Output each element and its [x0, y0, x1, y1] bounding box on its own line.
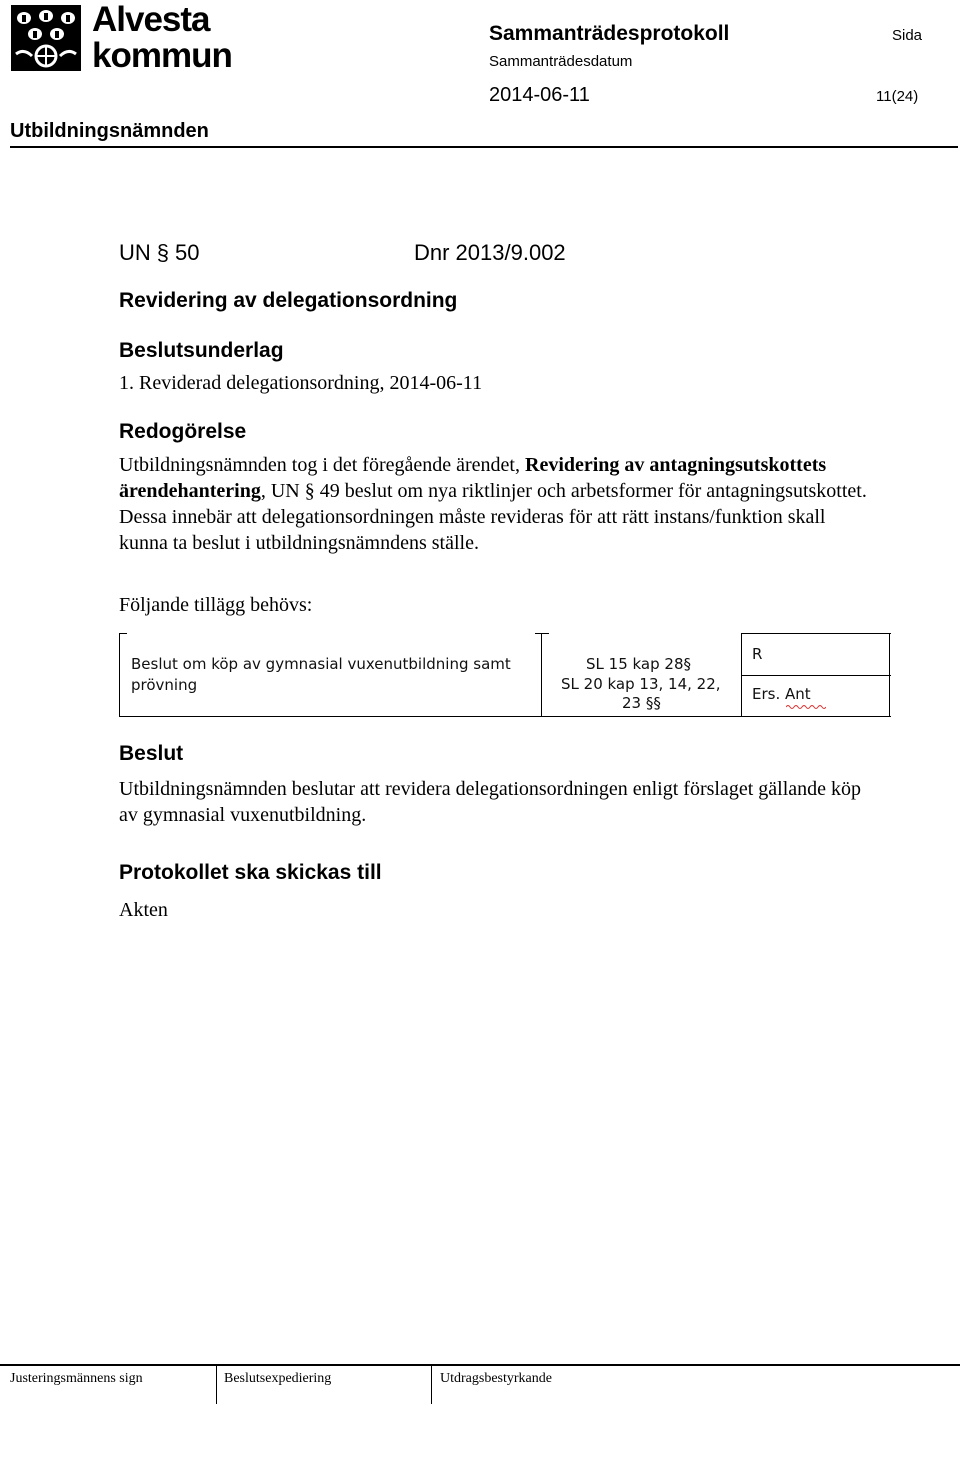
report-paragraph: [119, 452, 879, 556]
report-heading: Redogörelse: [119, 420, 247, 443]
organization-name: Utbildningsnämnden: [10, 120, 209, 142]
substitute: Ers. Ant: [752, 685, 811, 703]
case-number-value: 50: [175, 240, 200, 265]
footer-column-divider: [431, 1364, 432, 1404]
case-prefix: UN: [119, 240, 151, 265]
report-referenced-case: Revidering av antagningsutskottets ärendehantering: [119, 454, 827, 502]
additions-table: [119, 633, 891, 717]
report-text-part-3: 49 beslut om nya riktlinjer och arbetsformer för antagningsutskottet. Dessa innebär att delegationsordningen måste revideras för att rätt instans/funktion skall kunna ta beslut i utbildningsnämndens ställe.: [119, 480, 867, 554]
meeting-date: 2014-06-11: [489, 84, 590, 106]
case-number: [119, 240, 200, 266]
footer-signature-label: Justeringsmännens sign: [10, 1371, 143, 1386]
law-line-2: SL 20 kap 13, 14, 22,: [561, 675, 721, 693]
meeting-date-label: Sammanträdesdatum: [489, 53, 633, 70]
section-sign: §: [156, 240, 170, 265]
footer-divider: [0, 1364, 960, 1366]
law-line-1: SL 15 kap 28§: [586, 655, 691, 673]
footer-column-divider: [216, 1364, 217, 1404]
delegate: R: [752, 645, 763, 663]
basis-heading: Beslutsunderlag: [119, 339, 284, 362]
report-text-part-2: , UN: [260, 480, 305, 502]
report-section-sign: §: [304, 480, 315, 502]
logo-wordmark-line-2: kommun: [92, 36, 232, 75]
distribution-heading: Protokollet ska skickas till: [119, 861, 382, 884]
report-text-part-1: Utbildningsnämnden tog i det föregående ärendet,: [119, 454, 525, 476]
decision-text: Utbildningsnämnden beslutar att revidera delegationsordningen enligt förslaget gällande köp av gymnasial vuxenutbildning.: [119, 778, 862, 826]
law-line-3: 23 §§: [622, 694, 661, 712]
case-title: Revidering av delegationsordning: [119, 289, 458, 312]
spellcheck-underline: [786, 704, 826, 710]
distribution-recipient: Akten: [119, 899, 168, 921]
basis-item: 1. Reviderad delegationsordning, 2014-06-11: [119, 372, 483, 394]
table-grid: [119, 633, 891, 717]
additions-label: Följande tillägg behövs:: [119, 594, 313, 616]
decision-line-1: Beslut om köp av gymnasial vuxenutbildning samt: [131, 655, 511, 673]
municipality-emblem: [10, 4, 82, 72]
footer-extract-label: Utdragsbestyrkande: [440, 1371, 552, 1386]
decision-heading: Beslut: [119, 742, 184, 765]
diary-number: Dnr 2013/9.002: [414, 240, 566, 265]
page-number: 11(24): [876, 88, 919, 105]
decision-line-2: prövning: [131, 676, 198, 694]
footer-dispatch-label: Beslutsexpediering: [224, 1371, 332, 1386]
page-label: Sida: [892, 27, 923, 44]
logo-wordmark-line-1: Alvesta: [92, 0, 210, 39]
document-type: Sammanträdesprotokoll: [489, 22, 730, 45]
header-divider: [10, 146, 958, 148]
